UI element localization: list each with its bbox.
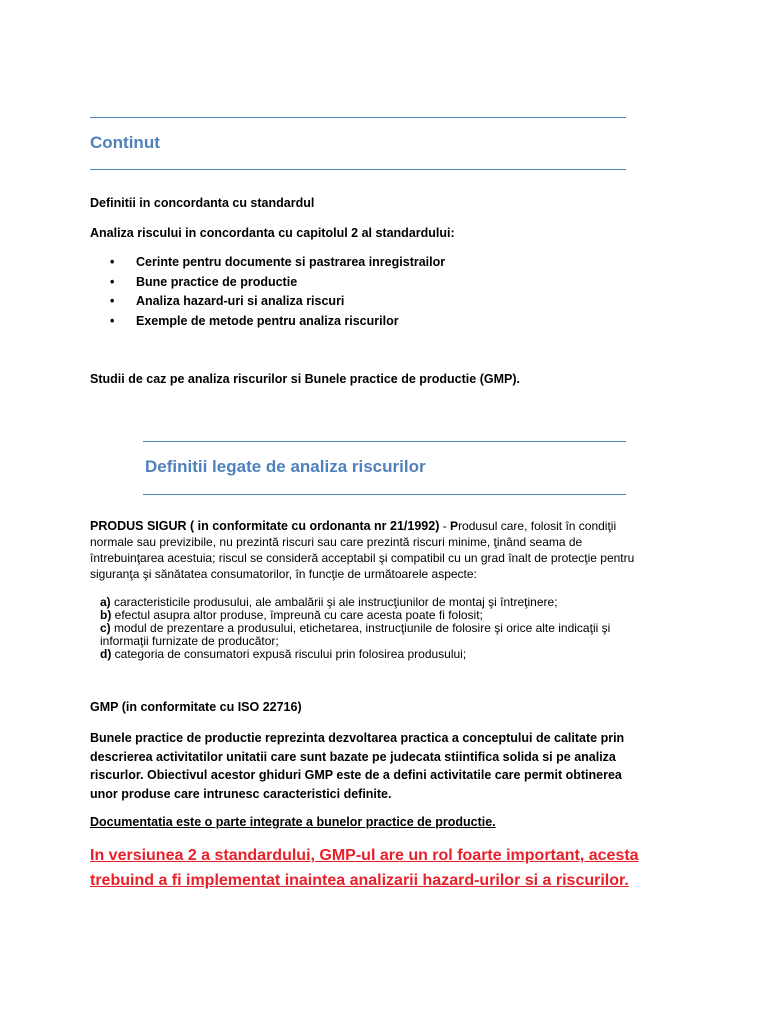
list-item: • Exemple de metode pentru analiza riscurilor [110, 312, 445, 332]
list-item: • Bune practice de productie [110, 273, 445, 293]
list-item: a) caracteristicile produsului, ale ambalării şi ale instrucţiunilor de montaj şi întreţinere; [100, 595, 558, 609]
list-item: • Analiza hazard-uri si analiza riscuri [110, 292, 445, 312]
bullet: • [110, 294, 115, 308]
gmp-warning: In versiunea 2 a standardului, GMP-ul are un rol foarte important, acesta trebuind a fi implementat inaintea analizarii hazard-urilor si a riscurilor. [90, 847, 639, 889]
produs-sigur-paragraph [90, 518, 635, 582]
contents-line-risk-analysis: Analiza riscului in concordanta cu capitolul 2 al standardului: [90, 226, 455, 240]
definitions-bottom-rule [143, 494, 626, 495]
definitions-heading: Definitii legate de analiza riscurilor [145, 457, 426, 476]
contents-list [110, 253, 445, 331]
list-item: d) categoria de consumatori expusă riscului prin folosirea produsului; [100, 647, 467, 661]
documentation-line: Documentatia este o parte integrate a bunelor practice de productie. [90, 815, 496, 829]
aspects-list [90, 596, 635, 661]
list-item: c) modul de prezentare a produsului, etichetarea, instrucţiunile de folosire şi orice alte indicaţii şi informaţii furnizate de producător; [100, 621, 611, 648]
produs-sigur-text: rodusul care, folosit în condiţii normale sau previzibile, nu prezintă riscuri sau care prezintă riscuri minime, ţinând seama de întrebuinţarea acestuia; riscul se consideră acceptabil şi compatibil cu un grad înalt de protecţie pentru siguranţa şi sănătatea consumatorilor, în funcţie de următoarele aspecte: [90, 519, 635, 581]
list-item: • Cerinte pentru documente si pastrarea inregistrailor [110, 253, 445, 273]
bullet: • [110, 255, 115, 269]
bullet: • [110, 313, 115, 328]
definitions-top-rule [143, 441, 626, 442]
gmp-title: GMP (in conformitate cu ISO 22716) [90, 700, 302, 714]
produs-sigur-sep: - [439, 519, 451, 533]
produs-sigur-lead: P [450, 519, 459, 533]
list-item: b) efectul asupra altor produse, împreună cu care acesta poate fi folosit; [100, 608, 483, 622]
contents-heading: Continut [90, 133, 160, 152]
produs-sigur-label: PRODUS SIGUR ( in conformitate cu ordonanta nr 21/1992) [90, 519, 440, 533]
case-studies-line: Studii de caz pe analiza riscurilor si Bunele practice de productie (GMP). [90, 372, 520, 386]
bullet: • [110, 274, 115, 289]
gmp-paragraph: Bunele practice de productie reprezinta dezvoltarea practica a conceptului de calitate prin descrierea activitatilor unitatii care sunt bazate pe judecata stiintifica solida si pe analiza riscurlor. Obiectivul acestor ghiduri GMP este de a defini activitatile care permit obtinerea unor produse care intrunesc caracteristici definite. [90, 731, 625, 801]
top-rule [90, 117, 626, 118]
contents-line-definitions: Definitii in concordanta cu standardul [90, 196, 315, 210]
contents-rule [90, 169, 626, 170]
